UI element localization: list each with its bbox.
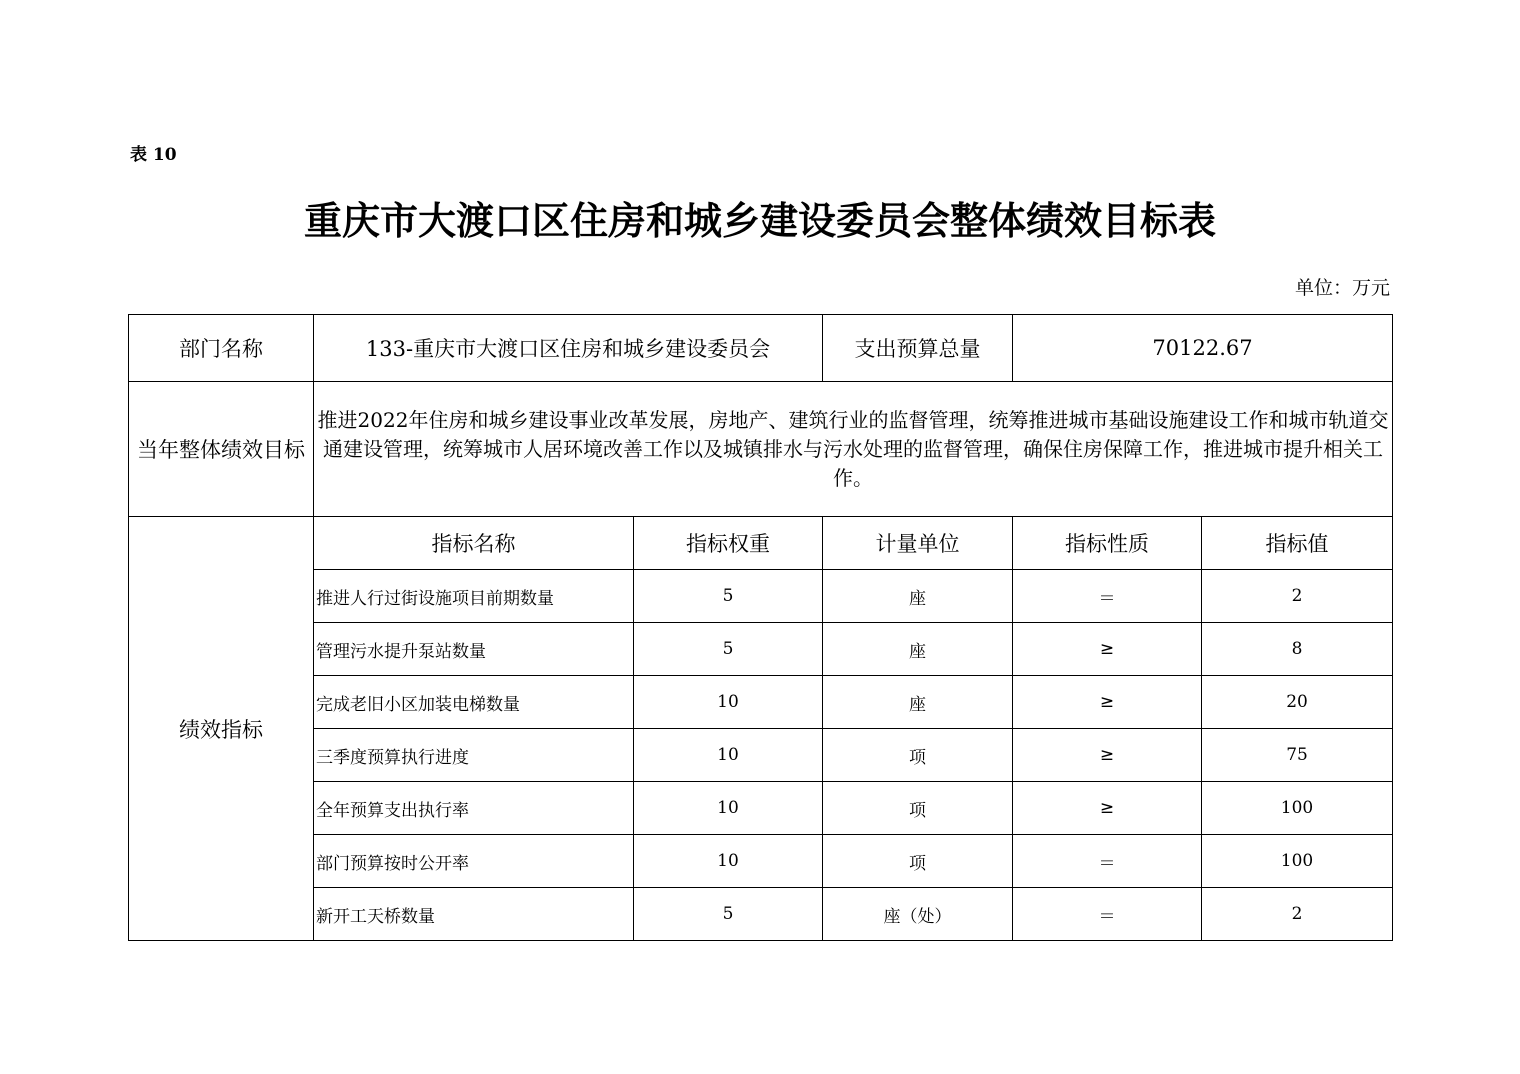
table-row	[129, 570, 1393, 623]
indicator-name: 三季度预算执行进度	[314, 729, 634, 782]
indicator-unit: 座	[823, 570, 1013, 623]
dept-name-value: 133-重庆市大渡口区住房和城乡建设委员会	[314, 315, 823, 382]
indicator-value: 100	[1202, 782, 1393, 835]
indicator-weight: 5	[634, 623, 823, 676]
indicator-value: 8	[1202, 623, 1393, 676]
indicator-unit: 座	[823, 676, 1013, 729]
indicators-section-label: 绩效指标	[129, 517, 314, 941]
indicator-name: 部门预算按时公开率	[314, 835, 634, 888]
table-row	[129, 888, 1393, 941]
indicator-nature: ≥	[1013, 782, 1202, 835]
indicator-value: 75	[1202, 729, 1393, 782]
indicator-nature: ≥	[1013, 729, 1202, 782]
budget-total-value: 70122.67	[1013, 315, 1393, 382]
dept-row	[129, 315, 1393, 382]
indicator-unit: 项	[823, 782, 1013, 835]
table-row	[129, 623, 1393, 676]
table-number: 表 10	[130, 145, 177, 165]
indicator-nature: ≥	[1013, 623, 1202, 676]
indicator-value: 2	[1202, 888, 1393, 941]
indicator-nature: ＝	[1013, 888, 1202, 941]
header-indicator-weight: 指标权重	[634, 517, 823, 570]
table-row	[129, 782, 1393, 835]
indicator-unit: 项	[823, 729, 1013, 782]
indicator-value: 2	[1202, 570, 1393, 623]
dept-name-label: 部门名称	[129, 315, 314, 382]
indicator-value: 100	[1202, 835, 1393, 888]
table-row	[129, 676, 1393, 729]
indicator-unit: 座（处）	[823, 888, 1013, 941]
header-indicator-name: 指标名称	[314, 517, 634, 570]
indicator-weight: 10	[634, 676, 823, 729]
indicator-header-row	[129, 517, 1393, 570]
indicator-name: 新开工天桥数量	[314, 888, 634, 941]
indicator-name: 全年预算支出执行率	[314, 782, 634, 835]
indicator-weight: 10	[634, 729, 823, 782]
indicator-value: 20	[1202, 676, 1393, 729]
indicator-weight: 10	[634, 835, 823, 888]
table-row	[129, 729, 1393, 782]
indicator-nature: ＝	[1013, 835, 1202, 888]
page-title: 重庆市大渡口区住房和城乡建设委员会整体绩效目标表	[303, 199, 1216, 243]
goal-row	[129, 382, 1393, 517]
indicator-weight: 5	[634, 888, 823, 941]
budget-total-label: 支出预算总量	[823, 315, 1013, 382]
header-indicator-value: 指标值	[1202, 517, 1393, 570]
indicator-weight: 5	[634, 570, 823, 623]
table-row	[129, 835, 1393, 888]
header-measure-unit: 计量单位	[823, 517, 1013, 570]
indicator-name: 管理污水提升泵站数量	[314, 623, 634, 676]
header-indicator-nature: 指标性质	[1013, 517, 1202, 570]
goal-text: 推进2022年住房和城乡建设事业改革发展，房地产、建筑行业的监督管理，统筹推进城市基础设施建设工作和城市轨道交通建设管理，统筹城市人居环境改善工作以及城镇排水与污水处理的监督管理，确保住房保障工作，推进城市提升相关工作。	[314, 382, 1393, 517]
performance-table	[128, 314, 1393, 941]
goal-label: 当年整体绩效目标	[129, 382, 314, 517]
indicator-weight: 10	[634, 782, 823, 835]
indicator-unit: 座	[823, 623, 1013, 676]
indicator-nature: ≥	[1013, 676, 1202, 729]
indicator-name: 完成老旧小区加装电梯数量	[314, 676, 634, 729]
indicator-nature: ＝	[1013, 570, 1202, 623]
indicator-unit: 项	[823, 835, 1013, 888]
unit-note: 单位：万元	[1294, 277, 1390, 299]
indicator-name: 推进人行过街设施项目前期数量	[314, 570, 634, 623]
